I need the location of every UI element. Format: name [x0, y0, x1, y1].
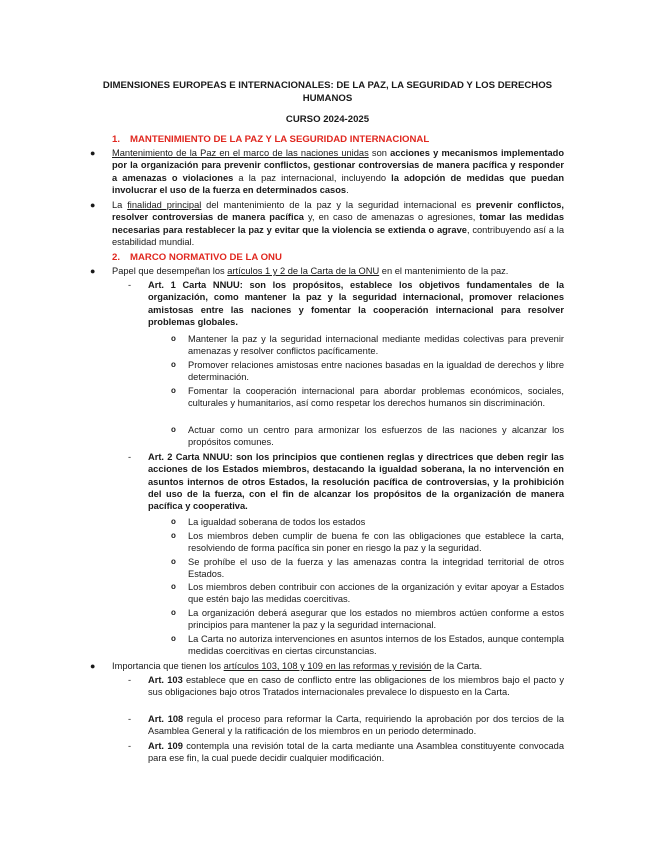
bullet-marker: ●: [90, 148, 96, 158]
sub-marker: o: [171, 608, 176, 617]
section-1-paragraph-2: ● La finalidad principal del mantenimiento de la paz y la seguridad internacional es prevenir conflictos, resolver controversias de manera pacífica y, en caso de amenazas o agresiones, tomar las medidas necesarias para restablecer la paz y evitar que la violencia se extienda o agrave, contribuyendo así a la estabilidad mundial.: [90, 200, 565, 247]
art-2-item: o Se prohíbe el uso de la fuerza y las amenazas contra la integridad territorial de otros Estados.: [171, 557, 564, 580]
art-109-block: - Art. 109 contempla una revisión total de la carta mediante una Asamblea constituyente convocada para ese fin, la cual puede decidir cualquier modificación.: [128, 741, 565, 764]
course-label: CURSO 2024-2025: [285, 114, 370, 125]
section-2-title: MARCO NORMATIVO DE LA ONU: [130, 252, 282, 263]
section-2-number: 2.: [112, 252, 121, 263]
sub-marker: o: [171, 557, 176, 566]
dash-marker: -: [128, 675, 132, 685]
dash-marker: -: [128, 452, 132, 462]
art-103-block: - Art. 103 establece que en caso de conflicto entre las obligaciones de los miembros bajo el pacto y sus obligaciones bajo otros Tratados internacionales prevalece lo dispuesto en la Carta.: [128, 675, 564, 698]
document-title: DIMENSIONES EUROPEAS E INTERNACIONALES: DE LA PAZ, LA SEGURIDAD Y LOS DERECHOS HUMANOS: [102, 80, 553, 104]
bullet-marker: ●: [90, 200, 96, 210]
art-2-item: o La igualdad soberana de todos los estados: [171, 517, 366, 527]
section-1-title: MANTENIMIENTO DE LA PAZ Y LA SEGURIDAD INTERNACIONAL: [130, 134, 430, 145]
art-1-item: o Fomentar la cooperación internacional para abordar problemas económicos, sociales, culturales y humanitarios, así como respetar los derechos humanos sin discriminación.: [171, 386, 564, 409]
sub-marker: o: [171, 334, 176, 343]
art-2-item: o Los miembros deben contribuir con acciones de la organización y evitar apoyar a Estados que estén bajo las medidas coercitivas.: [171, 582, 564, 605]
art-2-item: o La Carta no autoriza intervenciones en asuntos internos de los Estados, aunque contempla medidas coercitivas en ciertas circunstancias.: [171, 634, 564, 657]
sub-marker: o: [171, 634, 176, 643]
art-108-block: - Art. 108 regula el proceso para reformar la Carta, requiriendo la aprobación por dos tercios de la Asamblea General y la ratificación de los miembros en un periodo determinado.: [128, 714, 564, 737]
art-2-item: o Los miembros deben cumplir de buena fe con las obligaciones que establece la carta, resolviendo de forma pacífica sin poner en riesgo la paz y la seguridad.: [171, 531, 564, 554]
section-2-paragraph-2: ● Importancia que tienen los artículos 103, 108 y 109 en las reformas y revisión de la Carta.: [90, 661, 483, 671]
dash-marker: -: [128, 280, 132, 290]
sub-marker: o: [171, 582, 176, 591]
sub-marker: o: [171, 360, 176, 369]
art-1-item: o Actuar como un centro para armonizar los esfuerzos de las naciones y alcanzar los propósitos comunes.: [171, 425, 564, 448]
art-2-item: o La organización deberá asegurar que los estados no miembros actúen conforme a estos principios para mantener la paz y la seguridad internacional.: [171, 608, 564, 631]
art-1-item: o Mantener la paz y la seguridad internacional mediante medidas colectivas para prevenir amenazas y resolver conflictos pacíficamente.: [171, 334, 564, 357]
bullet-marker: ●: [90, 266, 96, 276]
dash-marker: -: [128, 714, 132, 724]
section-2-paragraph-1: ● Papel que desempeñan los artículos 1 y 2 de la Carta de la ONU en el mantenimiento de la paz.: [90, 266, 509, 276]
section-1-paragraph-1: ● Mantenimiento de la Paz en el marco de las naciones unidas son acciones y mecanismos implementado por la organización para prevenir conflictos, gestionar controversias de manera pacífica y responder a amenazas o violaciones a la paz internacional, incluyendo la adopción de medidas que puedan involucrar el uso de la fuerza en determinados casos.: [90, 148, 564, 195]
bullet-marker: ●: [90, 661, 96, 671]
sub-marker: o: [171, 517, 176, 526]
sub-marker: o: [171, 531, 176, 540]
section-1-heading: [112, 134, 429, 146]
section-1-number: 1.: [112, 134, 121, 145]
art-2-block: - Art. 2 Carta NNUU: son los principios que contienen reglas y directrices que deben regir las acciones de los Estados miembros, destacando la igualdad soberana, la no intervención en asuntos internos de otros Estados, la resolución pacífica de controversias, y la prohibición del uso de la fuerza, con el fin de alcanzar los propósitos de la organización de manera pacífica y cooperativa.: [128, 452, 564, 512]
sub-marker: o: [171, 386, 176, 395]
art-1-block: - Art. 1 Carta NNUU: son los propósitos, establece los objetivos fundamentales de la organización, como mantener la paz y la seguridad internacional, promover relaciones amistosas entre las naciones y fomentar la cooperación internacional para resolver problemas globales.: [128, 280, 564, 327]
art-1-item: o Promover relaciones amistosas entre naciones basadas en la igualdad de derechos y libre determinación.: [171, 360, 564, 383]
dash-marker: -: [128, 741, 132, 751]
section-2-heading: [112, 252, 282, 264]
sub-marker: o: [171, 425, 176, 434]
